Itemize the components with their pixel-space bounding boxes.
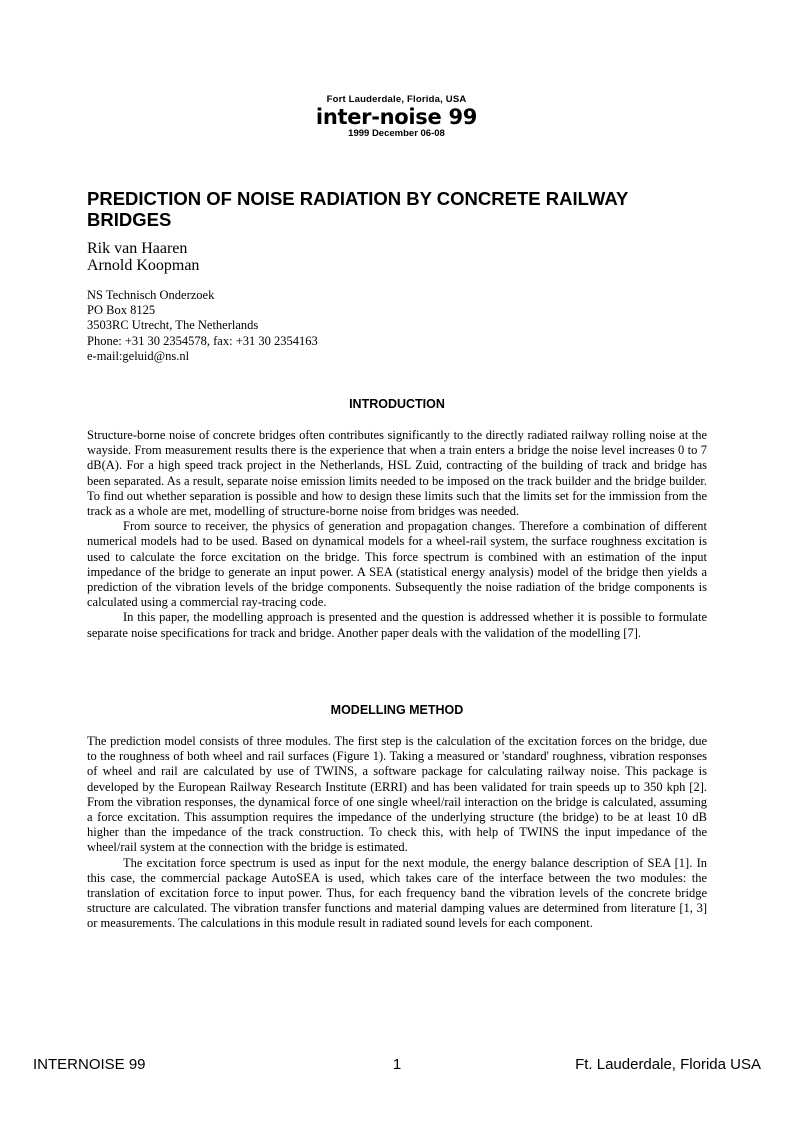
affiliation-line: NS Technisch Onderzoek — [87, 288, 215, 302]
paragraph: The excitation force spectrum is used as input for the next module, the energy balance description of SEA [1]. In this case, the commercial package AutoSEA is used, which takes care of the interface between the two modules: the translation of excitation force to input power. Thus, for each frequency band the vibration levels of the concrete bridge structure are calculated. The vibration transfer functions and material damping values are determined from literature [1, 3] or measurements. The calculations in this module result in radiated sound levels for each component. — [87, 855, 707, 931]
paragraph: The prediction model consists of three modules. The first step is the calculation of the excitation forces on the bridge, due to the roughness of both wheel and rail surfaces (Figure 1). Taking a measured or 'standard' roughness, vibration responses of wheel and rail are calculated by use of TWINS, a software package for calculating railway noise. This package is developed by the European Railway Research Institute (ERRI) and has been validated for train speeds up to 350 kph [2]. From the vibration responses, the dynamical force of one single wheel/rail interaction on the bridge is calculated, assuming a force excitation. This assumption requires the impedance of the underlying structure (the bridge) to be at least 10 dB higher than the impedance of the track construction. To check this, with help of TWINS the input impedance of the wheel/rail system at the connection with the bridge is estimated. — [87, 734, 707, 855]
section-heading-introduction: INTRODUCTION — [349, 397, 445, 411]
paragraph: From source to receiver, the physics of generation and propagation changes. Therefore a combination of different numerical models had to be used. Based on dynamical models for a wheel-rail system, the surface roughness excitation is used to calculate the force excitation on the bridge. This force spectrum is combined with an estimation of the input impedance of the bridge to generate an input power. A SEA (statistical energy analysis) model of the bridge then yields a prediction of the vibration levels of the bridge components. Subsequently the noise radiation of the bridge components is calculated using a commercial ray-tracing code. — [87, 519, 707, 610]
affiliation-line: e-mail:geluid@ns.nl — [87, 348, 190, 363]
affiliation-line: PO Box 8125 — [87, 303, 156, 318]
affiliation-line: Phone: +31 30 2354578, fax: +31 30 2354163 — [87, 333, 318, 348]
section-heading-modelling-method: MODELLING METHOD — [330, 703, 464, 717]
section-body-modelling-method — [87, 734, 707, 932]
affiliation-block — [87, 288, 318, 364]
footer-conference: INTERNOISE 99 — [33, 1056, 146, 1073]
paper-title: PREDICTION OF NOISE RADIATION BY CONCRETE RAILWAY BRIDGES — [87, 188, 629, 230]
page-footer — [33, 1056, 761, 1073]
paragraph: Structure-borne noise of concrete bridges often contributes significantly to the directly radiated railway rolling noise at the wayside. From measurement results there is the experience that when a train enters a bridge the noise level increases 0 to 7 dB(A). For a high speed track project in the Netherlands, HSL Zuid, contracting of the building of track and bridge has been separated. As a result, separate noise emission limits needed to be imposed on the track builder and the bridge builder. To find out whether separation is possible and how to design these limits such that the limits set for the immission from the track as a whole are met, modelling of structure-borne noise from bridges was needed. — [87, 428, 707, 519]
author-name: Rik van Haaren — [87, 240, 188, 257]
conference-header — [0, 94, 793, 139]
affiliation-line: 3503RC Utrecht, The Netherlands — [87, 318, 259, 333]
page-number: 1 — [392, 1056, 402, 1073]
section-body-introduction — [87, 428, 707, 641]
author-list — [87, 240, 199, 274]
footer-location: Ft. Lauderdale, Florida USA — [575, 1056, 761, 1073]
author-name: Arnold Koopman — [87, 257, 200, 274]
conference-logo: inter-noise 99 — [315, 105, 478, 129]
conference-dates: 1999 December 06-08 — [348, 128, 445, 139]
conference-location: Fort Lauderdale, Florida, USA — [326, 94, 467, 105]
paragraph: In this paper, the modelling approach is presented and the question is addressed whether it is possible to formulate separate noise specifications for track and bridge. Another paper deals with the validation of the modelling [7]. — [87, 610, 707, 640]
